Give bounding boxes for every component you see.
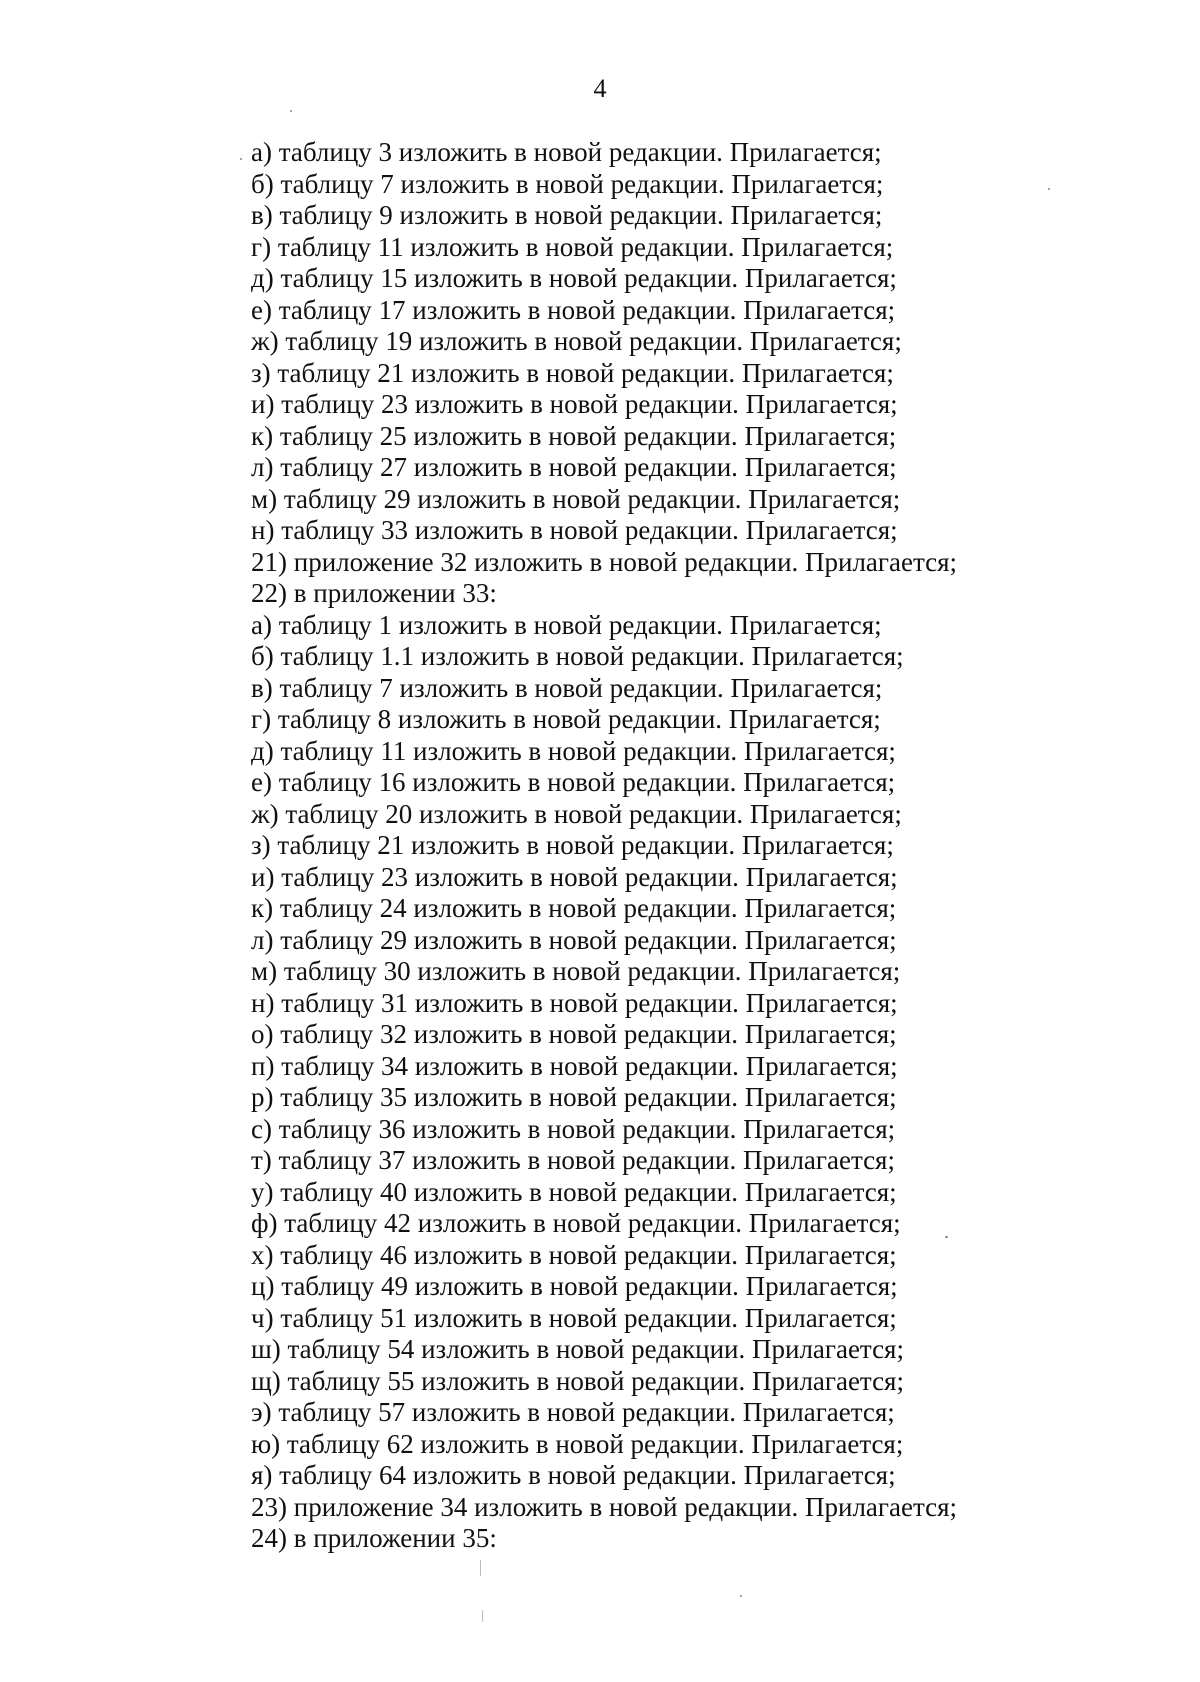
list-line: е) таблицу 16 изложить в новой редакции. Прилагается; [251,767,896,797]
list-line: м) таблицу 30 изложить в новой редакции. Прилагается; [251,956,901,986]
list-line: е) таблицу 17 изложить в новой редакции. Прилагается; [251,294,896,325]
scan-mark [480,1560,481,1576]
list-line: я) таблицу 64 изложить в новой редакции. Прилагается; [251,1460,896,1490]
list-line: а) таблицу 3 изложить в новой редакции. Прилагается; [251,137,882,167]
list-line: х) таблицу 46 изложить в новой редакции. Прилагается; [251,1239,897,1270]
list-line: ж) таблицу 20 изложить в новой редакции. Прилагается; [251,798,902,829]
list-line: т) таблицу 37 изложить в новой редакции. Прилагается; [251,1145,895,1175]
list-line: г) таблицу 11 изложить в новой редакции. Прилагается; [251,231,894,262]
list-line: м) таблицу 29 изложить в новой редакции. Прилагается; [251,483,901,514]
list-line: э) таблицу 57 изложить в новой редакции. Прилагается; [251,1397,895,1427]
list-line: и) таблицу 23 изложить в новой редакции. Прилагается; [251,389,898,419]
list-line: с) таблицу 36 изложить в новой редакции. Прилагается; [251,1113,896,1144]
scan-speck [740,1595,742,1597]
list-line: в) таблицу 9 изложить в новой редакции. Прилагается; [251,200,883,230]
list-line: в) таблицу 7 изложить в новой редакции. Прилагается; [251,672,883,703]
list-line: л) таблицу 27 изложить в новой редакции. Прилагается; [251,452,897,482]
page-number: 4 [593,74,607,103]
section-line: 24) в приложении 35: [251,1523,497,1553]
list-line: ш) таблицу 54 изложить в новой редакции. Прилагается; [251,1334,904,1364]
list-line: л) таблицу 29 изложить в новой редакции. Прилагается; [251,924,897,955]
scan-speck [240,158,242,160]
list-line: з) таблицу 21 изложить в новой редакции. Прилагается; [251,357,894,388]
list-line: о) таблицу 32 изложить в новой редакции. Прилагается; [251,1019,897,1049]
list-line: а) таблицу 1 изложить в новой редакции. Прилагается; [251,609,882,640]
list-line: к) таблицу 24 изложить в новой редакции. Прилагается; [251,893,897,923]
list-line: щ) таблицу 55 изложить в новой редакции. Прилагается; [251,1365,904,1396]
list-line: б) таблицу 7 изложить в новой редакции. Прилагается; [251,168,884,199]
scan-speck [1048,188,1050,190]
list-line: п) таблицу 34 изложить в новой редакции. Прилагается; [251,1050,898,1081]
list-line: у) таблицу 40 изложить в новой редакции. Прилагается; [251,1176,897,1207]
scan-speck [290,110,292,112]
scan-speck [945,1236,948,1238]
scan-mark [482,1610,483,1622]
section-line: 21) приложение 32 изложить в новой редакции. Прилагается; [251,546,957,577]
amendment-list [251,137,1151,1555]
list-line: ю) таблицу 62 изложить в новой редакции. Прилагается; [251,1428,904,1459]
list-line: н) таблицу 33 изложить в новой редакции. Прилагается; [251,515,898,545]
list-line: ц) таблицу 49 изложить в новой редакции. Прилагается; [251,1271,898,1301]
list-line: р) таблицу 35 изложить в новой редакции. Прилагается; [251,1082,897,1112]
list-line: н) таблицу 31 изложить в новой редакции. Прилагается; [251,987,898,1018]
list-line: г) таблицу 8 изложить в новой редакции. Прилагается; [251,704,881,734]
list-line: к) таблицу 25 изложить в новой редакции. Прилагается; [251,420,897,451]
list-line: и) таблицу 23 изложить в новой редакции. Прилагается; [251,861,898,892]
list-line: ф) таблицу 42 изложить в новой редакции. Прилагается; [251,1208,901,1238]
list-line: ж) таблицу 19 изложить в новой редакции. Прилагается; [251,326,902,356]
section-line: 22) в приложении 33: [251,578,497,608]
section-line: 23) приложение 34 изложить в новой редакции. Прилагается; [251,1491,957,1522]
list-line: б) таблицу 1.1 изложить в новой редакции. Прилагается; [251,641,904,671]
list-line: з) таблицу 21 изложить в новой редакции. Прилагается; [251,830,894,860]
list-line: д) таблицу 11 изложить в новой редакции. Прилагается; [251,735,896,766]
list-line: ч) таблицу 51 изложить в новой редакции. Прилагается; [251,1302,897,1333]
list-line: д) таблицу 15 изложить в новой редакции. Прилагается; [251,263,897,293]
